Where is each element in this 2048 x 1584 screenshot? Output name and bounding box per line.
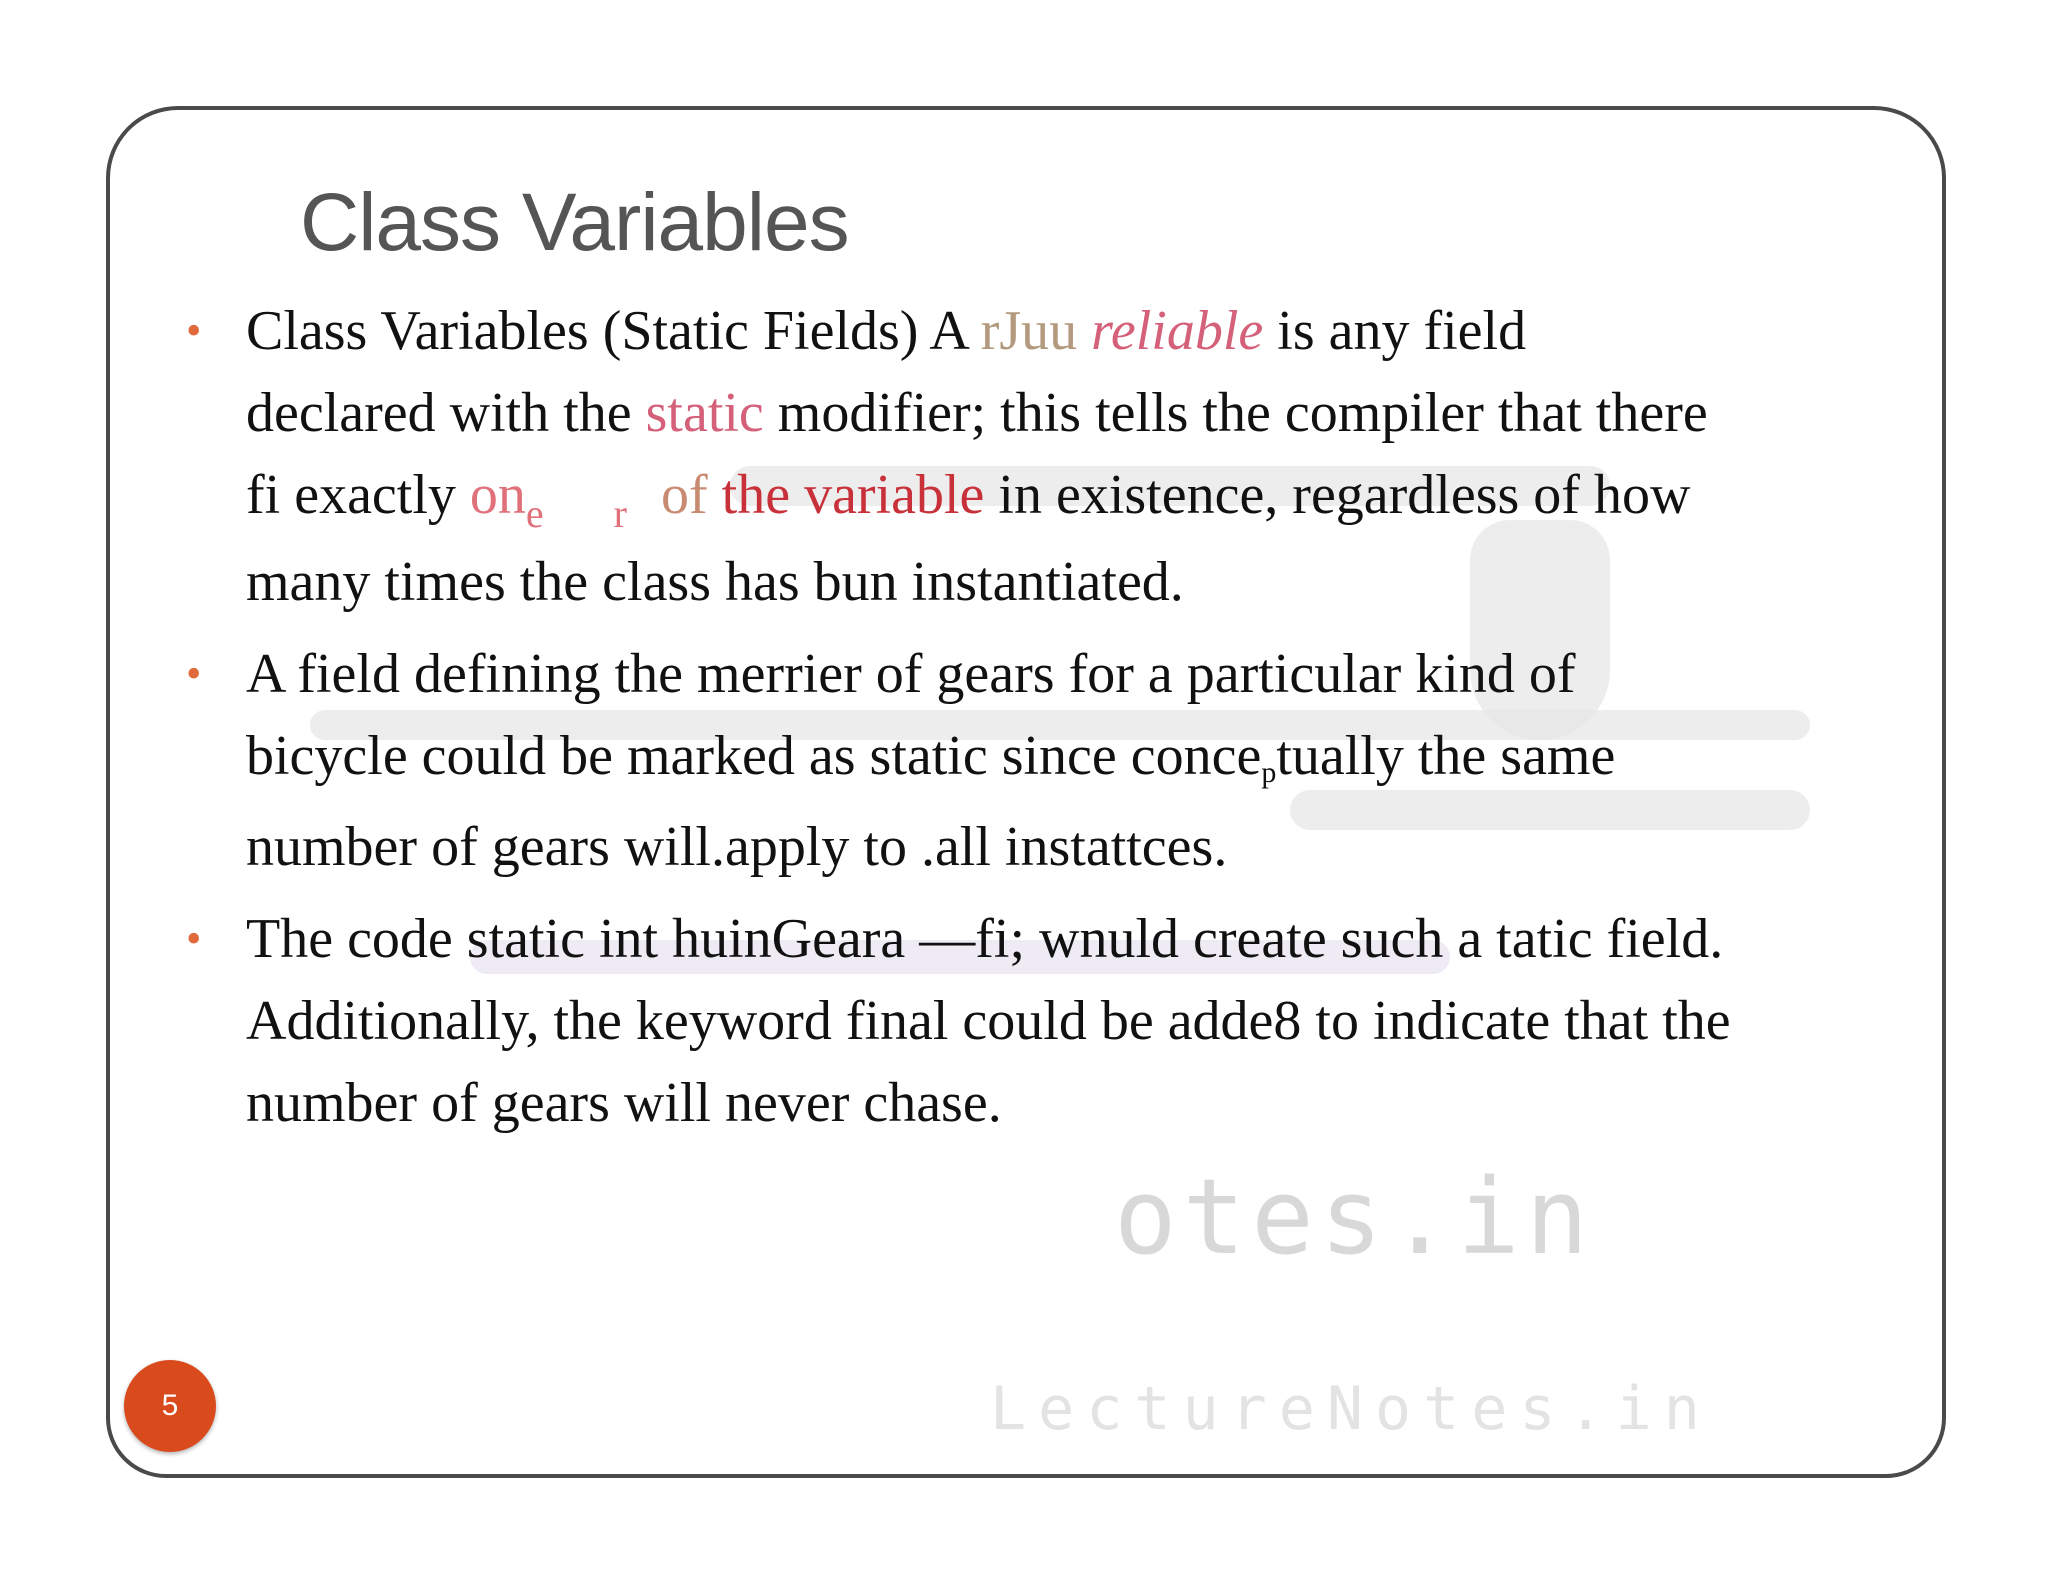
bullet-dot-icon: • [186, 914, 202, 963]
bullet-dot-icon: • [186, 306, 202, 355]
text-span: e [525, 491, 544, 536]
text-span: static [645, 382, 764, 444]
bullet-dot-icon: • [186, 649, 202, 698]
text-line [246, 372, 1878, 454]
slide-title: Class Variables [300, 177, 849, 268]
text-span: bicycle could be marked as static since conce [246, 725, 1262, 787]
text-span: r [613, 491, 627, 536]
text-span: rJuu [980, 300, 1078, 362]
text-span: reliable [1091, 300, 1264, 362]
text-span: is any field [1263, 300, 1527, 362]
text-span [1077, 300, 1091, 362]
text-span: variable [790, 464, 985, 526]
text-span: The code static int huinGeara —fi; wnuld create such a tatic field. [246, 908, 1724, 970]
text-span: on [469, 464, 526, 526]
text-span: the [721, 464, 791, 526]
text-line [246, 806, 1878, 888]
text-span: A field defining the merrier of gears for a particular kind of [246, 643, 1576, 705]
text-span: in existence, regardless of how [984, 464, 1691, 526]
footer-watermark-text: LectureNotes.in [990, 1374, 1712, 1444]
text-line [246, 290, 1878, 372]
text-line [246, 454, 1878, 541]
text-line [246, 541, 1878, 623]
page-number-badge: 5 [124, 1360, 216, 1452]
text-line [246, 898, 1878, 980]
text-span: number of gears will.apply to .all instattces. [246, 816, 1228, 878]
text-span: p [1261, 756, 1277, 789]
text-span: number of gears will never chase. [246, 1072, 1002, 1134]
bullet-list [178, 290, 1878, 1154]
text-span: declared with the [246, 382, 646, 444]
bullet-item [178, 633, 1878, 888]
text-line [246, 1062, 1878, 1144]
text-span: fi exactly [246, 464, 470, 526]
watermark-text: otes.in [1114, 1156, 1595, 1278]
text-span: of [646, 464, 722, 526]
text-span: Additionally, the keyword final could be adde8 to indicate that the [246, 990, 1731, 1052]
text-line [246, 715, 1878, 806]
text-span: Class Variables (Static Fields) A [246, 300, 981, 362]
bullet-item [178, 898, 1878, 1144]
text-line [246, 980, 1878, 1062]
text-span: modifier; this tells the compiler that there [763, 382, 1708, 444]
text-span: many times the class has bun instantiated. [246, 551, 1184, 613]
bullet-item [178, 290, 1878, 623]
text-span: tually the same [1276, 725, 1616, 787]
text-line [246, 633, 1878, 715]
